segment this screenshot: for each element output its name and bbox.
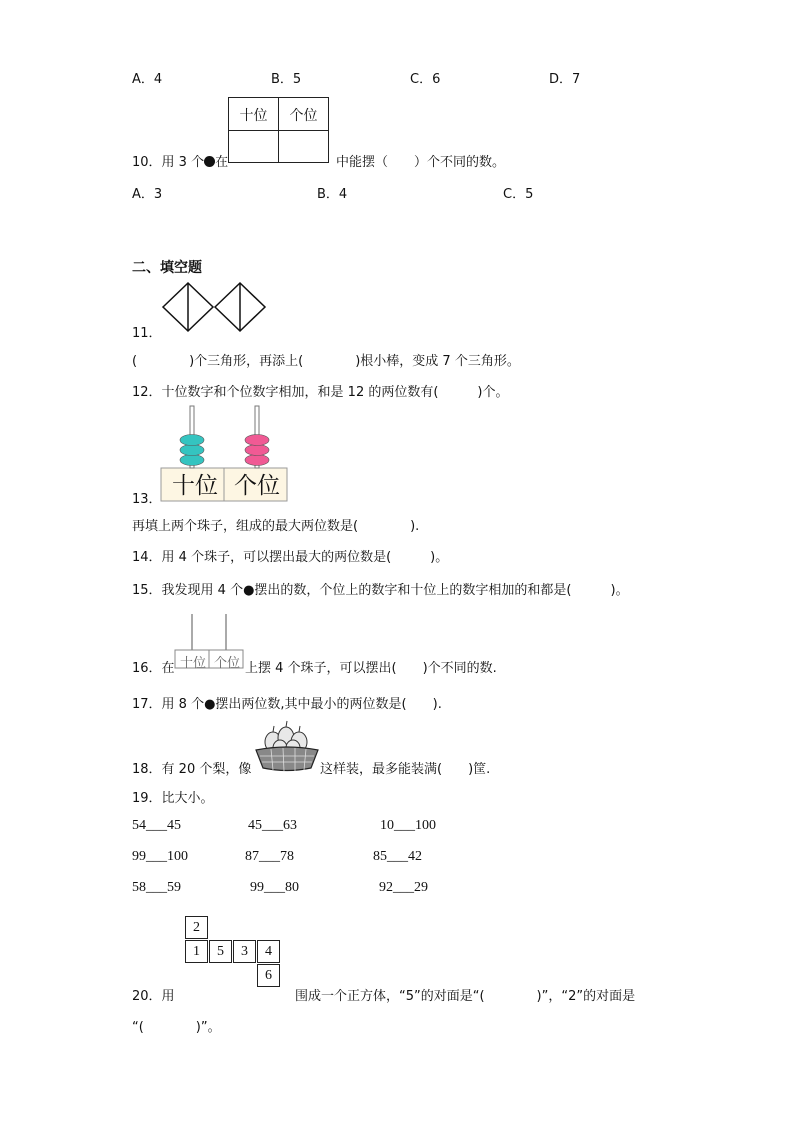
q16-tens-label: 十位 bbox=[179, 656, 206, 671]
abacus-bead bbox=[245, 445, 269, 456]
net-cell: 5 bbox=[209, 940, 232, 963]
abacus-bead bbox=[180, 435, 204, 446]
q19-item: 10___100 bbox=[380, 818, 436, 833]
q14-text: 14．用 4 个珠子，可以摆出最大的两位数是( )。 bbox=[132, 550, 449, 565]
black-dot-icon bbox=[204, 156, 215, 167]
q16-ones-label: 个位 bbox=[213, 656, 240, 671]
q18-text-before: 18．有 20 个梨，像 bbox=[132, 762, 252, 777]
q9-option-a: A．4 bbox=[132, 72, 163, 87]
q19-item: 99___100 bbox=[132, 849, 188, 864]
q13-number: 13． bbox=[132, 492, 162, 507]
q10-ones-empty-cell bbox=[278, 130, 329, 163]
q13-text: 再填上两个珠子，组成的最大两位数是( ). bbox=[132, 519, 420, 534]
q9-option-b: B．5 bbox=[271, 72, 302, 87]
q9-option-d: D．7 bbox=[549, 72, 581, 87]
q9-option-c: C．6 bbox=[410, 72, 441, 87]
q11-text: ( )个三角形，再添上( )根小棒，变成 7 个三角形。 bbox=[132, 354, 520, 369]
q10-tens-empty-cell bbox=[228, 130, 279, 163]
net-cell: 1 bbox=[185, 940, 208, 963]
q10-ones-header: 个位 bbox=[289, 108, 318, 124]
q19-item: 58___59 bbox=[132, 880, 181, 895]
q10-question bbox=[132, 151, 228, 170]
abacus-bead bbox=[245, 435, 269, 446]
q10-option-a: A．3 bbox=[132, 187, 163, 202]
q20-text-before: 20．用 bbox=[132, 989, 175, 1004]
q13-ones-label: 个位 bbox=[234, 473, 280, 498]
abacus-bead bbox=[180, 455, 204, 466]
q13-tens-label: 十位 bbox=[172, 473, 218, 498]
abacus-bead bbox=[180, 445, 204, 456]
abacus-bead bbox=[245, 455, 269, 466]
q19-item: 85___42 bbox=[373, 849, 422, 864]
q16-text-after: 上摆 4 个珠子，可以摆出( )个不同的数. bbox=[245, 661, 497, 676]
q19-title: 19．比大小。 bbox=[132, 791, 214, 806]
q13-ones-beads bbox=[245, 435, 269, 466]
q11-triangle-figure bbox=[160, 281, 270, 333]
q12-text: 12．十位数字和个位数字相加，和是 12 的两位数有( )个。 bbox=[132, 385, 509, 400]
net-cell: 3 bbox=[233, 940, 256, 963]
q19-item: 54___45 bbox=[132, 818, 181, 833]
q20-text-line2: “( )”。 bbox=[132, 1020, 221, 1035]
q15-text: 15．我发现用 4 个●摆出的数，个位上的数字和十位上的数字相加的和都是( )。 bbox=[132, 583, 629, 598]
q11-number: 11． bbox=[132, 326, 162, 341]
q10-text-after: 中能摆（ ）个不同的数。 bbox=[336, 155, 506, 170]
q10-text-mid: 在 bbox=[215, 155, 229, 170]
q20-text-after: 围成一个正方体，“5”的对面是“( )”，“2”的对面是 bbox=[295, 989, 636, 1004]
q16-text-before: 16．在 bbox=[132, 661, 175, 676]
net-cell: 2 bbox=[185, 916, 208, 939]
q17-text: 17．用 8 个●摆出两位数,其中最小的两位数是( ). bbox=[132, 697, 442, 712]
q10-option-c: C．5 bbox=[503, 187, 534, 202]
q10-text-before: 10．用 3 个 bbox=[132, 155, 205, 170]
q18-text-after: 这样装，最多能装满( )筐. bbox=[320, 762, 491, 777]
q10-tens-header: 十位 bbox=[239, 108, 268, 124]
q19-item: 45___63 bbox=[248, 818, 297, 833]
net-cell: 4 bbox=[257, 940, 280, 963]
pear-basket-icon bbox=[253, 718, 321, 773]
q19-item: 92___29 bbox=[379, 880, 428, 895]
net-cell: 6 bbox=[257, 964, 280, 987]
q19-item: 87___78 bbox=[245, 849, 294, 864]
q19-item: 99___80 bbox=[250, 880, 299, 895]
q10-option-b: B．4 bbox=[317, 187, 348, 202]
q13-tens-beads bbox=[180, 435, 204, 466]
section-title: 二、填空题 bbox=[132, 260, 202, 276]
